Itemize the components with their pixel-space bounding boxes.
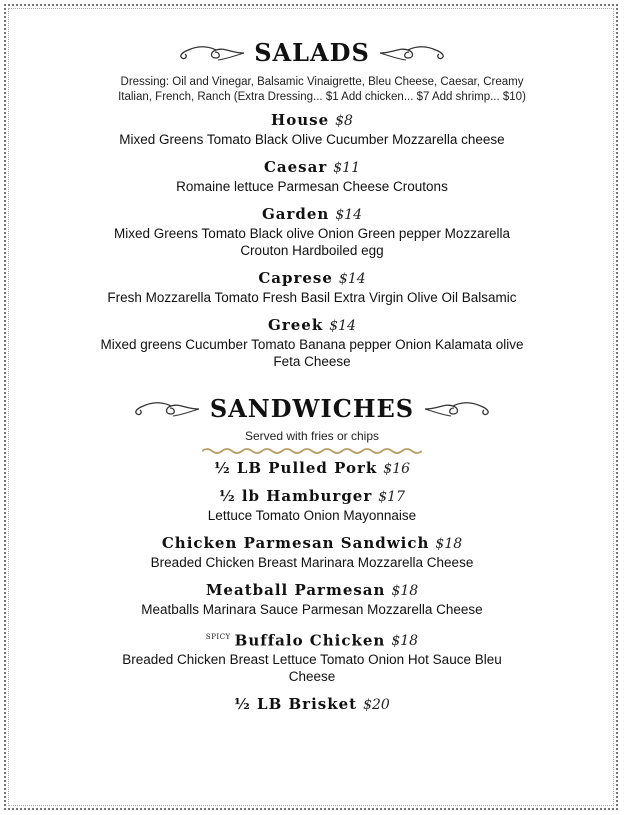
item-description-line-2: Feta Cheese: [273, 354, 351, 369]
item-description: Mixed greens Cucumber Tomato Banana pepper Onion Kalamata olive: [100, 337, 524, 352]
left-flourish-icon: [176, 42, 246, 64]
item-description-line-2: Cheese: [288, 669, 336, 685]
item-name: ½ LB Pulled Pork: [213, 459, 378, 477]
sandwich-item-chicken-parmesan: [0, 533, 624, 571]
salads-title: SALADS: [254, 38, 370, 67]
item-description: Mixed Greens Tomato Black Olive Cucumber Mozzarella cheese: [119, 132, 505, 147]
item-price: $17: [378, 489, 405, 505]
dressing-line-2: Italian, French, Ranch (Extra Dressing... $1 Add chicken... $7 Add shrimp... $10): [118, 91, 526, 103]
item-price: $8: [335, 113, 353, 129]
item-name: Caprese: [258, 269, 333, 287]
sandwich-item-buffalo-chicken: [0, 627, 624, 685]
salad-item-greek: [0, 315, 624, 370]
left-flourish-icon: [130, 398, 202, 420]
item-head: [0, 315, 624, 336]
item-head: [0, 157, 624, 178]
item-description: Breaded Chicken Breast Marinara Mozzarella Cheese: [150, 555, 474, 570]
item-description: Breaded Chicken Breast Lettuce Tomato Onion Hot Sauce Bleu: [122, 652, 502, 668]
item-price: $18: [391, 583, 419, 599]
item-price: $16: [383, 461, 411, 477]
item-head: [0, 580, 624, 601]
wavy-divider: [202, 446, 422, 456]
item-name: ½ lb Hamburger: [218, 487, 373, 505]
sandwich-item-meatball-parmesan: [0, 580, 624, 618]
item-price: $14: [329, 318, 356, 334]
item-name: Buffalo Chicken: [234, 631, 386, 650]
dressing-line-1: Dressing: Oil and Vinegar, Balsamic Vinaigrette, Bleu Cheese, Caesar, Creamy: [120, 76, 524, 88]
item-head: [0, 486, 624, 507]
salad-item-caesar: [0, 157, 624, 195]
item-name: Chicken Parmesan Sandwich: [161, 534, 430, 552]
sandwich-item-brisket: [0, 694, 624, 715]
item-name: Greek: [268, 316, 324, 334]
right-flourish-icon: [378, 42, 448, 64]
item-description: Lettuce Tomato Onion Mayonnaise: [207, 508, 417, 523]
item-price: $11: [333, 160, 360, 176]
item-head: [0, 533, 624, 554]
item-head: [0, 627, 624, 651]
spicy-tag: SPICY: [205, 633, 231, 641]
salad-item-garden: [0, 204, 624, 259]
item-price: $14: [335, 207, 363, 223]
item-price: $18: [391, 633, 419, 650]
item-name: Garden: [261, 205, 330, 223]
item-head: [0, 204, 624, 225]
item-description: Meatballs Marinara Sauce Parmesan Mozzarella Cheese: [141, 602, 483, 617]
item-name: Caesar: [263, 158, 328, 176]
sandwich-item-pulled-pork: [0, 458, 624, 479]
item-name: Meatball Parmesan: [205, 581, 386, 599]
item-head: [0, 694, 624, 715]
item-price: $20: [363, 697, 390, 714]
sandwiches-note: Served with fries or chips: [244, 429, 380, 443]
item-description-line-2: Crouton Hardboiled egg: [240, 243, 384, 258]
sandwiches-title: SANDWICHES: [209, 394, 415, 423]
item-name: House: [271, 111, 330, 129]
dressing-note: [0, 75, 624, 105]
item-price: $18: [435, 536, 463, 552]
item-head: [0, 268, 624, 289]
item-description: Romaine lettuce Parmesan Cheese Croutons: [176, 179, 448, 194]
item-description: Mixed Greens Tomato Black olive Onion Green pepper Mozzarella: [114, 226, 510, 241]
item-head: [0, 458, 624, 479]
salad-item-caprese: [0, 268, 624, 306]
sandwiches-header: [0, 394, 624, 423]
salad-item-house: [0, 110, 624, 148]
right-flourish-icon: [422, 398, 494, 420]
salads-header: [0, 38, 624, 67]
item-name: ½ LB Brisket: [234, 695, 358, 714]
item-head: [0, 110, 624, 131]
sandwich-item-hamburger: [0, 486, 624, 524]
item-price: $14: [338, 271, 366, 287]
item-description: Fresh Mozzarella Tomato Fresh Basil Extra Virgin Olive Oil Balsamic: [107, 290, 517, 305]
